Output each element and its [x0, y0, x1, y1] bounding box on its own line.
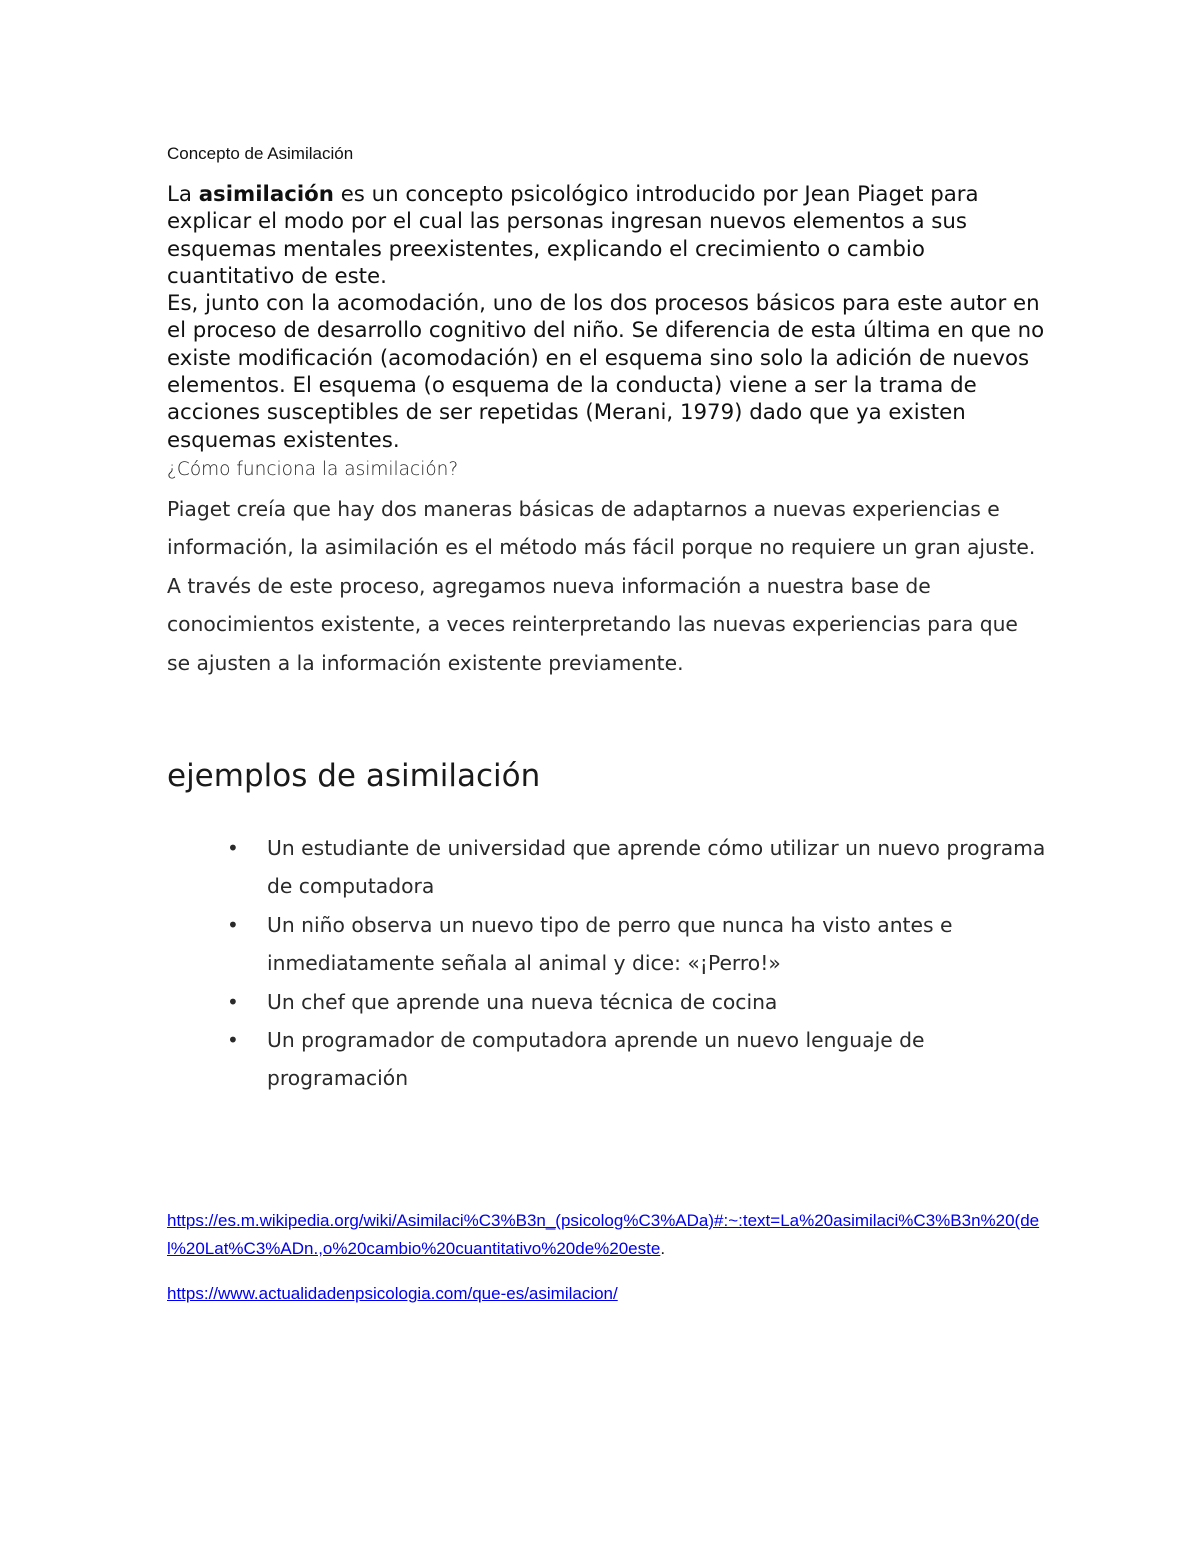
list-item-text: Un niño observa un nuevo tipo de perro que nunca ha visto antes e inmediatamente señala al animal y dice: «¡Perro!» — [267, 912, 953, 976]
document-title: Concepto de Asimilación — [167, 144, 354, 163]
bullet-icon: • — [227, 989, 239, 1014]
list-item — [167, 829, 1047, 906]
list-item-text: Un chef que aprende una nueva técnica de cocina — [267, 989, 778, 1014]
list-item — [167, 906, 1047, 983]
bullet-icon: • — [227, 1028, 239, 1053]
intro-paragraph — [167, 181, 1047, 454]
list-item-text: Un estudiante de universidad que aprende cómo utilizar un nuevo programa de computadora — [267, 836, 1046, 899]
reference-1 — [167, 1207, 1047, 1263]
reference-2 — [167, 1280, 1047, 1308]
bullet-icon: • — [227, 836, 239, 860]
bullet-icon: • — [227, 912, 239, 937]
list-item-text: Un programador de computadora aprende un nuevo lenguaje de programación — [267, 1028, 925, 1091]
reference-link-actualidad[interactable]: https://www.actualidadenpsicologia.com/que-es/asimilacion/ — [167, 1284, 618, 1303]
intro-bold-term: asimilación — [198, 182, 334, 207]
examples-list — [167, 829, 1047, 1098]
list-item — [167, 1021, 1047, 1098]
reference-1-suffix: . — [660, 1239, 666, 1258]
examples-heading: ejemplos de asimilación — [167, 758, 541, 794]
intro-paragraph-2: Es, junto con la acomodación, uno de los dos procesos básicos para este autor en el proceso de desarrollo cognitivo del niño. Se diferencia de esta última en que no existe modificación (acomodación) en el esquema sino solo la adición de nuevos elementos. El esquema (o esquema de la conducta) viene a ser la trama de acciones susceptibles de ser repetidas (Merani, 1979) dado que ya existen esquemas existentes. — [167, 291, 1045, 453]
list-item — [167, 983, 1047, 1021]
reference-link-wikipedia[interactable]: https://es.m.wikipedia.org/wiki/Asimilaci%C3%B3n_(psicolog%C3%ADa)#:~:text=La%20asimilaci%C3%B3n%20(del%20Lat%C3%ADn.,o%20cambio%20cuantitativo%20de%20este — [167, 1211, 1040, 1258]
question-heading: ¿Cómo funciona la asimilación? — [167, 459, 459, 480]
explanation-paragraph: Piaget creía que hay dos maneras básicas de adaptarnos a nuevas experiencias e información, la asimilación es el método más fácil porque no requiere un gran ajuste. A través de este proceso, agregamos nueva información a nuestra base de conocimientos existente, a veces reinterpretando las nuevas experiencias para que se ajusten a la información existente previamente. — [167, 497, 1036, 675]
intro-lead: La — [167, 182, 199, 207]
intro-rest: es un concepto psicológico introducido por Jean Piaget para explicar el modo por el cual las personas ingresan nuevos elementos a sus esquemas mentales preexistentes, explicando el crecimiento o cambio cuantitativo de este. — [167, 182, 979, 289]
